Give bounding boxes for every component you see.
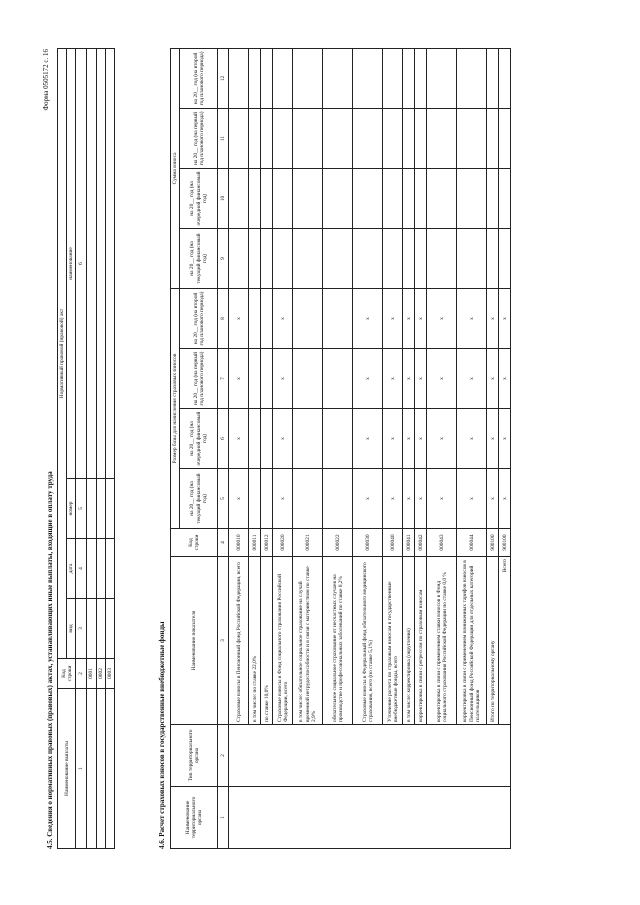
row-code: 0002 — [96, 659, 105, 689]
row-code: 000022 — [323, 529, 353, 557]
value-cell[interactable] — [457, 168, 487, 228]
value-cell[interactable] — [249, 108, 261, 168]
value-cell[interactable] — [403, 228, 415, 288]
indicator-name: в том числе: по ставке 22,0% — [249, 557, 261, 725]
x-mark: x — [273, 409, 293, 469]
table-cell[interactable] — [105, 539, 114, 599]
indicator-name: Всего — [499, 557, 511, 725]
x-mark: x — [415, 288, 427, 348]
header-year-current: на 20__ год (на текущий финансовый год) — [180, 469, 218, 529]
value-cell[interactable] — [273, 168, 293, 228]
table-row — [229, 48, 249, 848]
col-num: 5 — [76, 479, 87, 539]
value-cell[interactable] — [403, 108, 415, 168]
value-cell[interactable] — [415, 228, 427, 288]
x-mark: x — [487, 349, 499, 409]
value-cell[interactable] — [293, 108, 323, 168]
table-cell[interactable] — [96, 599, 105, 659]
value-cell[interactable] — [261, 168, 273, 228]
section-45-title: 4.5. Сведения о нормативных правовых (правовых) актах, устанавливающих иные выплаты, входящие в оплату труда — [46, 471, 54, 849]
header-act-date: дата — [67, 539, 76, 599]
table-cell[interactable] — [87, 539, 96, 599]
x-mark: x — [415, 349, 427, 409]
value-cell[interactable] — [293, 409, 323, 469]
value-cell[interactable] — [293, 349, 323, 409]
value-cell[interactable] — [353, 48, 383, 108]
header-year-next: на 20__ год (на очередной финансовый год) — [180, 168, 218, 228]
value-cell[interactable] — [249, 409, 261, 469]
indicator-name: по ставке 10,0% — [261, 557, 273, 725]
x-mark: x — [273, 349, 293, 409]
value-cell[interactable] — [249, 288, 261, 348]
x-mark: x — [457, 409, 487, 469]
value-cell[interactable] — [323, 228, 353, 288]
indicator-name: Страховые взносы в Федеральный фонд обязательного медицинского страхования, всего (по ставке 5,1%) — [353, 557, 383, 725]
col-num: 9 — [218, 228, 229, 288]
header-act-type: вид — [67, 599, 76, 659]
value-cell[interactable] — [403, 48, 415, 108]
section-46-table — [170, 48, 511, 849]
x-mark: x — [403, 469, 415, 529]
row-code: 0003 — [105, 659, 114, 689]
row-code: 900100 — [487, 529, 499, 557]
x-mark: x — [353, 469, 383, 529]
value-cell[interactable] — [323, 409, 353, 469]
col-num: 3 — [218, 557, 229, 725]
table-cell[interactable] — [96, 539, 105, 599]
value-cell[interactable] — [323, 168, 353, 228]
org-type-cell[interactable] — [229, 725, 511, 787]
header-year-next: на 20__ год (на очередной финансовый год) — [180, 409, 218, 469]
value-cell[interactable] — [229, 108, 249, 168]
x-mark: x — [403, 349, 415, 409]
value-cell[interactable] — [323, 288, 353, 348]
header-row-code: Код строки — [171, 529, 218, 557]
header-act-number: номер — [67, 479, 76, 539]
row-code: 000011 — [249, 529, 261, 557]
table-cell[interactable] — [105, 479, 114, 539]
row-code: 000020 — [273, 529, 293, 557]
value-cell[interactable] — [261, 469, 273, 529]
row-code: 000042 — [415, 529, 427, 557]
value-cell[interactable] — [261, 48, 273, 108]
header-org-name: Наименование территориального органа — [171, 787, 218, 849]
indicator-name: корректировка в связи с регрессом по страховым взносам — [415, 557, 427, 725]
header-payment-name: Наименование выплаты — [58, 689, 76, 849]
x-mark: x — [273, 288, 293, 348]
indicator-name: корректировка в связи с применением ставки взносов в Фонд социального страхования Российской Федерации по ставке 0,0 % — [427, 557, 457, 725]
value-cell[interactable] — [261, 288, 273, 348]
x-mark: x — [403, 288, 415, 348]
value-cell[interactable] — [487, 168, 499, 228]
x-mark: x — [499, 409, 511, 469]
x-mark: x — [383, 288, 403, 348]
x-mark: x — [427, 469, 457, 529]
x-mark: x — [427, 349, 457, 409]
value-cell[interactable] — [415, 168, 427, 228]
value-cell[interactable] — [353, 108, 383, 168]
value-cell[interactable] — [229, 228, 249, 288]
value-cell[interactable] — [499, 108, 511, 168]
value-cell[interactable] — [403, 168, 415, 228]
table-cell[interactable] — [105, 689, 114, 849]
value-cell[interactable] — [415, 48, 427, 108]
col-num: 1 — [76, 689, 87, 849]
x-mark: x — [415, 469, 427, 529]
x-mark: x — [383, 349, 403, 409]
section-45-table — [57, 48, 115, 849]
header-sum: Сумма взноса — [171, 48, 180, 288]
table-cell[interactable] — [105, 48, 114, 478]
value-cell[interactable] — [249, 168, 261, 228]
col-num: 10 — [218, 168, 229, 228]
x-mark: x — [229, 349, 249, 409]
x-mark: x — [457, 288, 487, 348]
value-cell[interactable] — [229, 48, 249, 108]
col-num: 2 — [76, 659, 87, 689]
header-year-current: на 20__ год (на текущий финансовый год) — [180, 228, 218, 288]
value-cell[interactable] — [383, 228, 403, 288]
row-code: 000041 — [403, 529, 415, 557]
header-year-plan1: на 20__ год (на первый год планового периода) — [180, 349, 218, 409]
value-cell[interactable] — [427, 48, 457, 108]
value-cell[interactable] — [293, 469, 323, 529]
header-year-plan1: на 20__ год (на первый год планового периода) — [180, 108, 218, 168]
indicator-name: Итого по территориальному органу — [487, 557, 499, 725]
value-cell[interactable] — [487, 228, 499, 288]
x-mark: x — [273, 469, 293, 529]
col-num: 7 — [218, 349, 229, 409]
row-code: 000044 — [457, 529, 487, 557]
value-cell[interactable] — [249, 48, 261, 108]
row-code: 900100 — [499, 529, 511, 557]
header-year-plan2: на 20__ год (на второй год планового периода) — [180, 48, 218, 108]
table-cell[interactable] — [96, 479, 105, 539]
value-cell[interactable] — [383, 168, 403, 228]
value-cell[interactable] — [323, 349, 353, 409]
header-legal-act: Нормативный правовой (правовой) акт — [58, 48, 67, 658]
header-org-type: Тип территориального органа — [171, 725, 218, 787]
value-cell[interactable] — [261, 108, 273, 168]
col-num: 4 — [218, 529, 229, 557]
col-num: 4 — [76, 539, 87, 599]
section-46-title: 4.6. Расчет страховых взносов в государственные внебюджетные фонды — [158, 621, 166, 849]
row-code: 000012 — [261, 529, 273, 557]
value-cell[interactable] — [273, 48, 293, 108]
x-mark: x — [383, 469, 403, 529]
x-mark: x — [427, 288, 457, 348]
value-cell[interactable] — [273, 108, 293, 168]
value-cell[interactable] — [323, 108, 353, 168]
value-cell[interactable] — [457, 108, 487, 168]
indicator-name: Страховые взносы в Пенсионный фонд Российской Федерации, всего — [229, 557, 249, 725]
value-cell[interactable] — [293, 288, 323, 348]
header-act-title: наименование — [67, 48, 76, 478]
x-mark: x — [353, 409, 383, 469]
indicator-name: в том числе: обязательное социальное страхование на случай временной нетрудоспособности и в связи с материнством по ставке 2,9% — [293, 557, 323, 725]
col-num: 1 — [218, 787, 229, 849]
x-mark: x — [499, 288, 511, 348]
value-cell[interactable] — [261, 228, 273, 288]
x-mark: x — [415, 409, 427, 469]
value-cell[interactable] — [499, 168, 511, 228]
x-mark: x — [229, 288, 249, 348]
indicator-name: Уточнение расчета по страховым взносам в государственные внебюджетные фонды, всего — [383, 557, 403, 725]
value-cell[interactable] — [249, 349, 261, 409]
header-indicator: Наименование показателя — [171, 557, 218, 725]
x-mark: x — [487, 409, 499, 469]
indicator-name: корректировка в связи с применением пониженных тарифов взносов в Пенсионный фонд Российской Федерации для отдельных категорий плательщиков — [457, 557, 487, 725]
value-cell[interactable] — [383, 48, 403, 108]
row-code: 000040 — [383, 529, 403, 557]
row-code: 000010 — [229, 529, 249, 557]
x-mark: x — [383, 409, 403, 469]
table-cell[interactable] — [105, 599, 114, 659]
col-num: 12 — [218, 48, 229, 108]
value-cell[interactable] — [261, 409, 273, 469]
x-mark: x — [487, 469, 499, 529]
x-mark: x — [457, 349, 487, 409]
value-cell[interactable] — [249, 469, 261, 529]
col-num: 6 — [76, 48, 87, 478]
row-code: 000030 — [353, 529, 383, 557]
indicator-name: Страховые взносы в Фонд социального страхования Российской Федерации, всего — [273, 557, 293, 725]
value-cell[interactable] — [293, 168, 323, 228]
col-num: 5 — [218, 469, 229, 529]
value-cell[interactable] — [383, 108, 403, 168]
value-cell[interactable] — [229, 168, 249, 228]
rotated-form-sheet — [40, 45, 600, 855]
value-cell[interactable] — [487, 108, 499, 168]
value-cell[interactable] — [249, 228, 261, 288]
col-num: 3 — [76, 599, 87, 659]
x-mark: x — [229, 469, 249, 529]
value-cell[interactable] — [487, 48, 499, 108]
table-cell[interactable] — [87, 48, 96, 478]
value-cell[interactable] — [499, 228, 511, 288]
col-num: 11 — [218, 108, 229, 168]
value-cell[interactable] — [273, 228, 293, 288]
value-cell[interactable] — [499, 48, 511, 108]
form-number: Форма 0505172 с. 16 — [42, 49, 50, 111]
indicator-name: в том числе: корректировка (округления) — [403, 557, 415, 725]
value-cell[interactable] — [293, 48, 323, 108]
x-mark: x — [499, 349, 511, 409]
row-code: 0001 — [87, 659, 96, 689]
col-num: 8 — [218, 288, 229, 348]
value-cell[interactable] — [415, 108, 427, 168]
value-cell[interactable] — [323, 469, 353, 529]
x-mark: x — [353, 288, 383, 348]
x-mark: x — [403, 409, 415, 469]
col-num: 6 — [218, 409, 229, 469]
value-cell[interactable] — [427, 228, 457, 288]
header-year-plan2: на 20__ год (на второй год планового периода) — [180, 288, 218, 348]
value-cell[interactable] — [353, 168, 383, 228]
table-cell[interactable] — [96, 48, 105, 478]
value-cell[interactable] — [427, 108, 457, 168]
x-mark: x — [427, 409, 457, 469]
x-mark: x — [487, 288, 499, 348]
table-cell[interactable] — [87, 479, 96, 539]
header-base: Размер базы для начисления страховых взносов — [171, 288, 180, 528]
table-cell[interactable] — [96, 689, 105, 849]
value-cell[interactable] — [427, 168, 457, 228]
x-mark: x — [457, 469, 487, 529]
value-cell[interactable] — [261, 349, 273, 409]
x-mark: x — [353, 349, 383, 409]
header-row-code: Код строки — [58, 659, 76, 689]
table-cell[interactable] — [87, 689, 96, 849]
value-cell[interactable] — [293, 228, 323, 288]
x-mark: x — [499, 469, 511, 529]
value-cell[interactable] — [353, 228, 383, 288]
indicator-name: обязательное социальное страхование от несчастных случаев на производстве и профессиональных заболеваний по ставке 0,2% — [323, 557, 353, 725]
org-name-cell[interactable] — [229, 787, 511, 849]
col-num: 2 — [218, 725, 229, 787]
x-mark: x — [229, 409, 249, 469]
row-code: 000043 — [427, 529, 457, 557]
value-cell[interactable] — [457, 228, 487, 288]
value-cell[interactable] — [323, 48, 353, 108]
row-code: 000021 — [293, 529, 323, 557]
table-cell[interactable] — [87, 599, 96, 659]
value-cell[interactable] — [457, 48, 487, 108]
